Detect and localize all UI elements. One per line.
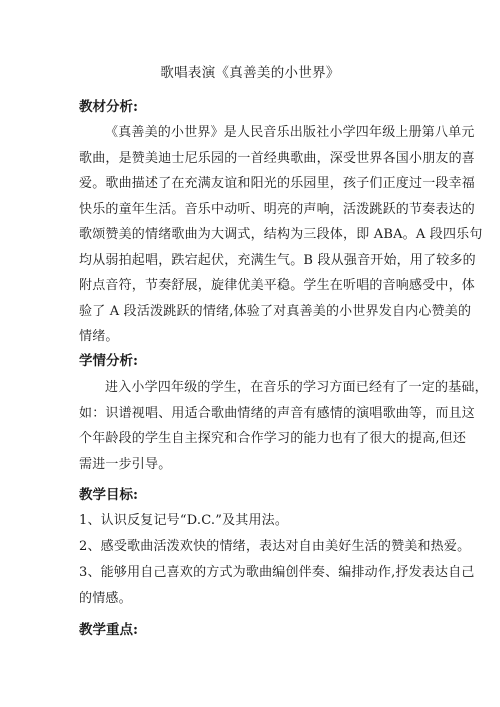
students-line: 如：识谱视唱、用适合歌曲情绪的声音有感情的演唱歌曲等，而且这 xyxy=(79,405,476,421)
students-line: 需进一步引导。 xyxy=(79,456,172,472)
analysis-line: 爱。歌曲描述了在充满友谊和阳光的乐园里，孩子们正度过一段幸福 xyxy=(79,176,476,191)
goal-line: 2、感受歌曲活泼欢快的情绪，表达对自由美好生活的赞美和热爱。 xyxy=(79,539,471,554)
analysis-line: 验了 A 段活泼跳跃的情绪,体验了对真善美的小世界发自内心赞美的 xyxy=(79,303,472,319)
goals-heading: 教学目标: xyxy=(79,487,138,503)
focus-heading: 教学重点: xyxy=(79,622,138,638)
goal-item-3 xyxy=(79,560,475,611)
goal-line: 1、认识反复记号“D.C.”及其用法。 xyxy=(79,513,289,528)
analysis-paragraph xyxy=(79,120,483,350)
students-heading: 学情分析: xyxy=(79,353,138,369)
analysis-line: 快乐的童年生活。音乐中动听、明亮的声响，活泼跳跃的节奏表达的 xyxy=(79,201,476,217)
analysis-line: 情绪。 xyxy=(79,329,119,344)
goal-item-1 xyxy=(79,508,439,534)
students-paragraph xyxy=(79,375,488,477)
students-line: 个年龄段的学生自主探究和合作学习的能力也有了很大的提高,但还 xyxy=(79,431,467,446)
goal-line: 的情感。 xyxy=(79,590,132,606)
goal-line: 3、能够用自己喜欢的方式为歌曲编创伴奏、编排动作,抒发表达自己 xyxy=(79,565,475,580)
analysis-line: 均从弱拍起唱，跌宕起伏，充满生气。B 段从强音开始，用了较多的 xyxy=(79,252,476,268)
analysis-heading: 教材分析: xyxy=(79,99,138,115)
goal-item-2 xyxy=(79,534,471,560)
students-line: 进入小学四年级的学生，在音乐的学习方面已经有了一定的基础， xyxy=(105,380,488,395)
analysis-line: 附点音符，节奏舒展，旋律优美平稳。学生在听唱的音响感受中，体 xyxy=(79,278,476,293)
analysis-line: 《真善美的小世界》是人民音乐出版社小学四年级上册第八单元 xyxy=(105,125,475,140)
document-title: 歌唱表演《真善美的小世界》 xyxy=(160,65,340,81)
analysis-line: 歌颂赞美的情绪歌曲为大调式，结构为三段体，即 ABA。A 段四乐句 xyxy=(79,227,483,242)
analysis-line: 歌曲，是赞美迪士尼乐园的一首经典歌曲，深受世界各国小朋友的喜 xyxy=(79,150,476,166)
